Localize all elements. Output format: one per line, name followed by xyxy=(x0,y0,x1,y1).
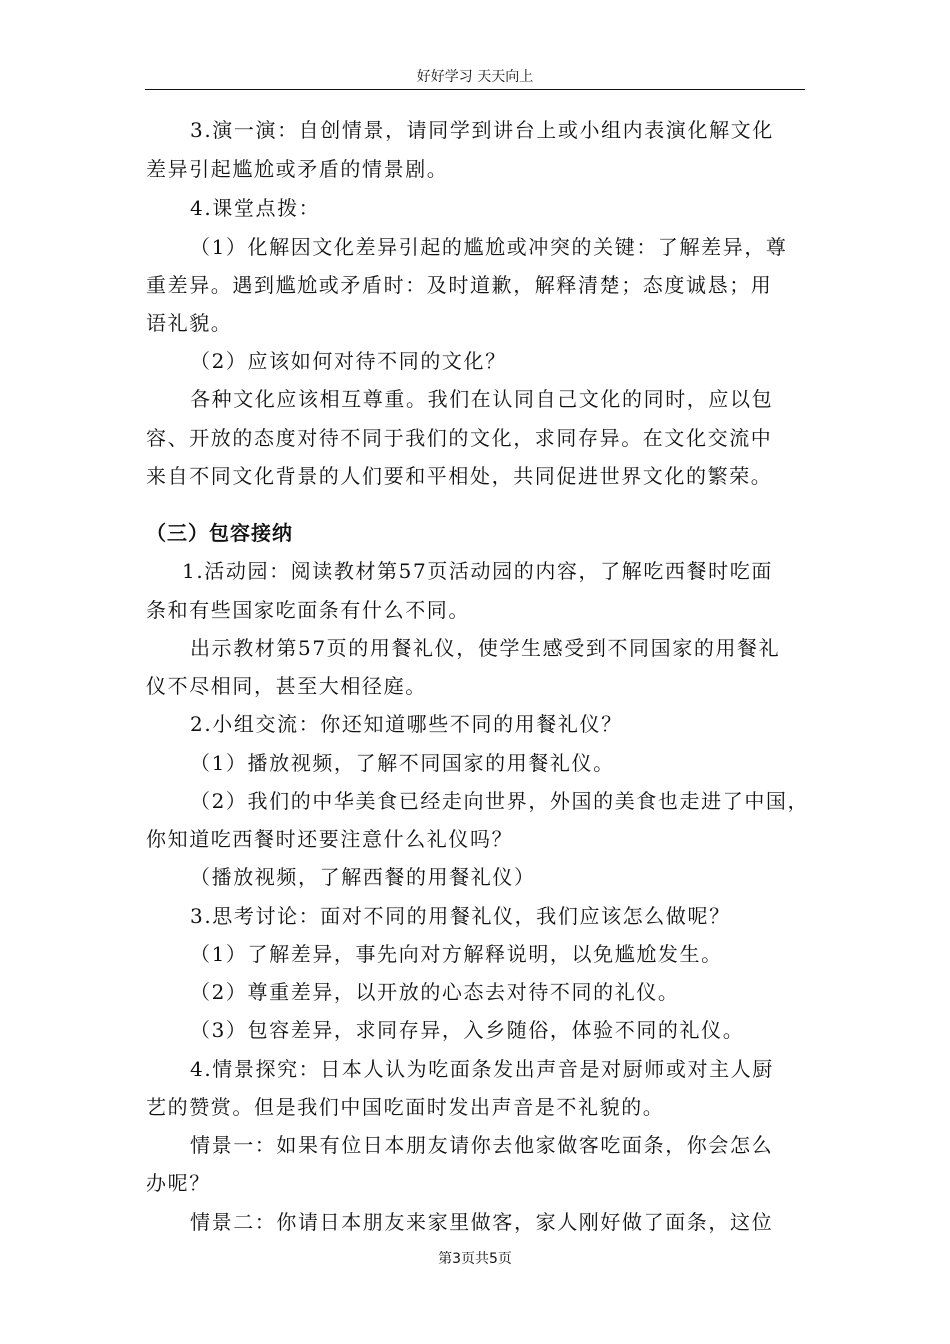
body-line: 重差异。遇到尴尬或矛盾时：及时道歉，解释清楚；态度诚恳；用 xyxy=(146,273,773,297)
body-line: 1.活动园：阅读教材第57页活动园的内容，了解吃西餐时吃面 xyxy=(182,559,773,583)
section-heading: （三）包容接纳 xyxy=(146,521,293,545)
body-line: （1）了解差异，事先向对方解释说明，以免尴尬发生。 xyxy=(190,942,723,966)
body-line: 3.演一演：自创情景，请同学到讲台上或小组内表演化解文化 xyxy=(190,118,774,142)
page-header: 好好学习 天天向上 xyxy=(416,69,534,85)
body-line: 办呢？ xyxy=(146,1171,211,1195)
body-line: （2）我们的中华美食已经走向世界，外国的美食也走进了中国， xyxy=(190,789,810,813)
body-line: 你知道吃西餐时还要注意什么礼仪吗？ xyxy=(146,827,514,851)
body-line: 差异引起尴尬或矛盾的情景剧。 xyxy=(146,157,449,181)
body-line: （播放视频，了解西餐的用餐礼仪） xyxy=(190,865,536,889)
body-line: 来自不同文化背景的人们要和平相处，共同促进世界文化的繁荣。 xyxy=(146,464,773,488)
header-divider xyxy=(145,89,805,90)
body-line: 4.课堂点拨： xyxy=(190,196,321,220)
body-line: （1）播放视频，了解不同国家的用餐礼仪。 xyxy=(190,751,615,775)
page-footer: 第3页共5页 xyxy=(438,1251,512,1267)
body-line: 情景一：如果有位日本朋友请你去他家做客吃面条，你会怎么 xyxy=(190,1133,774,1157)
body-line: （1）化解因文化差异引起的尴尬或冲突的关键：了解差异，尊 xyxy=(190,235,788,259)
body-line: 4.情景探究：日本人认为吃面条发出声音是对厨师或对主人厨 xyxy=(190,1057,774,1081)
body-line: 容、开放的态度对待不同于我们的文化，求同存异。在文化交流中 xyxy=(146,426,773,450)
body-line: 各种文化应该相互尊重。我们在认同自己文化的同时，应以包 xyxy=(190,387,774,411)
body-line: 2.小组交流：你还知道哪些不同的用餐礼仪？ xyxy=(190,712,623,736)
body-line: （2）尊重差异，以开放的心态去对待不同的礼仪。 xyxy=(190,980,680,1004)
body-line: 条和有些国家吃面条有什么不同。 xyxy=(146,598,470,622)
body-line: （2）应该如何对待不同的文化？ xyxy=(190,349,507,373)
body-line: 出示教材第57页的用餐礼仪，使学生感受到不同国家的用餐礼 xyxy=(190,636,781,660)
body-line: 语礼貌。 xyxy=(146,311,233,335)
body-line: 3.思考讨论：面对不同的用餐礼仪，我们应该怎么做呢？ xyxy=(190,904,731,928)
body-line: （3）包容差异，求同存异，入乡随俗，体验不同的礼仪。 xyxy=(190,1018,745,1042)
body-line: 艺的赞赏。但是我们中国吃面时发出声音是不礼貌的。 xyxy=(146,1095,665,1119)
body-line: 情景二：你请日本朋友来家里做客，家人刚好做了面条，这位 xyxy=(190,1210,774,1234)
body-line: 仪不尽相同，甚至大相径庭。 xyxy=(146,674,427,698)
